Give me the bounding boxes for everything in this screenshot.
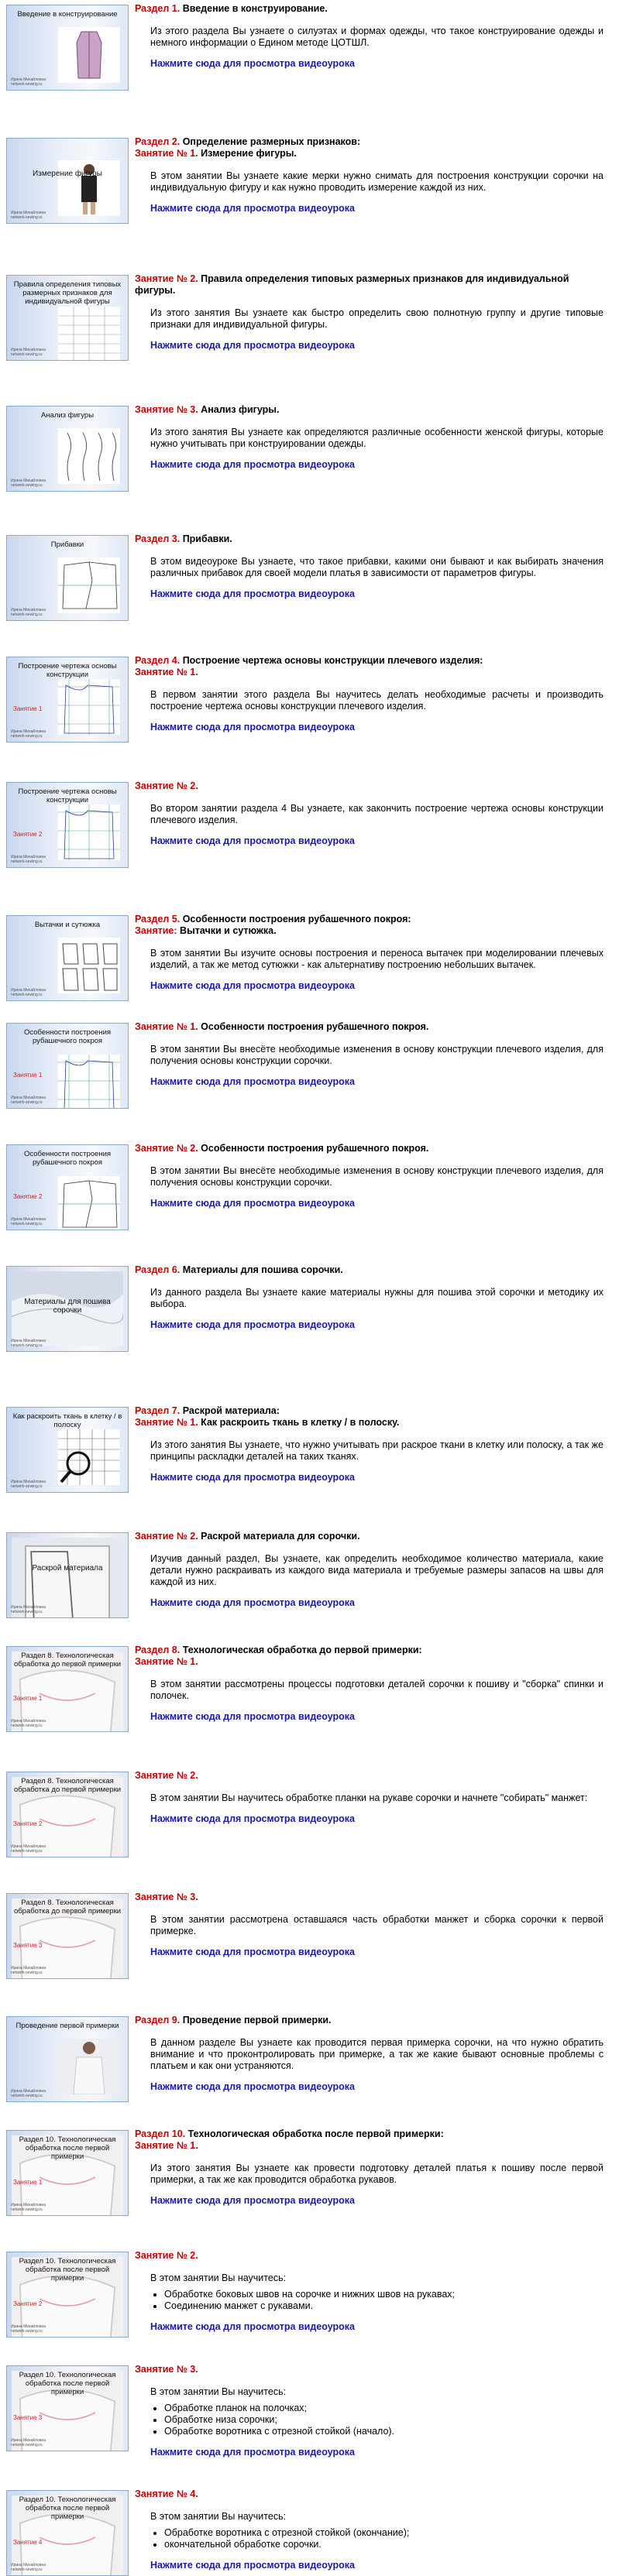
lesson-description-text: В этом видеоуроке Вы узнаете, что такое прибавки, какими они бывают и как выбирать значения различных прибавок для своей модели платья в зависимости от параметров фигуры. bbox=[150, 556, 604, 578]
lesson-title: Технологическая обработка после первой примерки: bbox=[185, 2128, 444, 2139]
thumbnail-footer: Ирина Михайловна network-sewing.ru bbox=[11, 1096, 46, 1105]
lesson-description bbox=[150, 2037, 604, 2072]
thumbnail-image bbox=[58, 804, 120, 860]
lesson-title: Особенности построения рубашечного покроя. bbox=[198, 1143, 429, 1154]
lesson-row bbox=[0, 530, 619, 621]
lesson-title: Измерение фигуры. bbox=[198, 148, 297, 159]
lesson-number: Занятие № 1. bbox=[135, 2140, 198, 2151]
lesson-heading bbox=[135, 3, 604, 15]
thumbnail-footer: Ирина Михайловна network-sewing.ru bbox=[11, 1844, 46, 1854]
thumbnail-footer: Ирина Михайловна network-sewing.ru bbox=[11, 348, 46, 357]
lesson-row bbox=[0, 0, 619, 91]
lesson-thumbnail[interactable] bbox=[6, 915, 129, 1001]
lesson-thumbnail[interactable] bbox=[6, 138, 129, 224]
lesson-thumbnail[interactable] bbox=[6, 657, 129, 743]
watch-video-link[interactable]: Нажмите сюда для просмотра видеоурока bbox=[150, 835, 355, 846]
lesson-heading bbox=[135, 1405, 604, 1417]
lesson-thumbnail[interactable] bbox=[6, 535, 129, 621]
thumbnail-footer: Ирина Михайловна network-sewing.ru bbox=[11, 2203, 46, 2212]
lesson-description-text: В этом занятии Вы научитесь: bbox=[150, 2272, 287, 2283]
lesson-heading bbox=[135, 1892, 604, 1903]
lesson-thumbnail[interactable] bbox=[6, 2252, 129, 2338]
lesson-number: Занятие № 2. bbox=[135, 273, 198, 284]
thumbnail-title: Раздел 10. Технологическая обработка после первой примерки bbox=[19, 2135, 116, 2161]
thumbnail-image bbox=[58, 679, 120, 735]
thumbnail-title: Проведение первой примерки bbox=[15, 2022, 119, 2030]
lesson-text bbox=[135, 0, 619, 70]
lesson-number: Занятие № 3. bbox=[135, 1892, 198, 1902]
lesson-description bbox=[150, 1792, 604, 1804]
watch-video-link[interactable]: Нажмите сюда для просмотра видеоурока bbox=[150, 459, 355, 470]
lesson-text bbox=[135, 1641, 619, 1723]
lesson-bullet-list bbox=[150, 2403, 604, 2437]
thumbnail-lesson-label: Занятие 1 bbox=[13, 1072, 43, 1079]
lesson-description-text: Из этого занятия Вы узнаете как провести подготовку деталей платья к пошиву после первой примерки, а так же как проводится обработка рукавов. bbox=[150, 2163, 604, 2185]
lesson-description bbox=[150, 803, 604, 826]
thumbnail-footer: Ирина Михайловна network-sewing.ru bbox=[11, 2324, 46, 2334]
watch-video-link[interactable]: Нажмите сюда для просмотра видеоурока bbox=[150, 722, 355, 732]
thumbnail-title: Раздел 8. Технологическая обработка до первой примерки bbox=[13, 1652, 122, 1669]
lesson-thumbnail[interactable] bbox=[6, 2016, 129, 2102]
lesson-title: Особенности построения рубашечного покроя. bbox=[198, 1021, 429, 1032]
lesson-number: Раздел 3. bbox=[135, 533, 181, 544]
thumbnail-lesson-label: Занятие 1 bbox=[13, 1695, 43, 1702]
lesson-row bbox=[0, 2125, 619, 2216]
lesson-text bbox=[135, 1140, 619, 1209]
thumbnail-title: Раскрой материала bbox=[32, 1564, 103, 1573]
thumbnail-footer: Ирина Михайловна network-sewing.ru bbox=[11, 1339, 46, 1348]
thumbnail-footer: Ирина Михайловна network-sewing.ru bbox=[11, 729, 46, 739]
lesson-description-text: В этом занятии рассмотрена оставшаяся часть обработки манжет и сборка сорочки к первой примерке. bbox=[150, 1914, 604, 1936]
thumbnail-title: Анализ фигуры bbox=[40, 411, 95, 420]
thumbnail-footer: Ирина Михайловна network-sewing.ru bbox=[11, 211, 46, 220]
lesson-description-text: Из этого раздела Вы узнаете о силуэтах и формах одежды, что такое конструирование одежды и немного информации о Едином методе ЦОТШЛ. bbox=[150, 26, 604, 48]
lesson-bullet: • Обработке низа сорочки; bbox=[164, 2414, 604, 2426]
lesson-description bbox=[150, 689, 604, 712]
lesson-heading bbox=[135, 2140, 604, 2152]
lesson-number: Занятие № 4. bbox=[135, 2489, 198, 2499]
watch-video-link[interactable]: Нажмите сюда для просмотра видеоурока bbox=[150, 2560, 355, 2571]
lesson-heading bbox=[135, 1264, 604, 1276]
lesson-text bbox=[135, 401, 619, 471]
thumbnail-image bbox=[58, 27, 120, 83]
thumbnail-title: Прибавки bbox=[50, 540, 84, 549]
lesson-thumbnail[interactable] bbox=[6, 1646, 129, 1732]
lesson-thumbnail[interactable] bbox=[6, 2365, 129, 2451]
thumbnail-image bbox=[58, 428, 120, 484]
thumbnail-footer: Ирина Михайловна network-sewing.ru bbox=[11, 77, 46, 87]
lesson-text bbox=[135, 133, 619, 214]
lesson-text bbox=[135, 1767, 619, 1825]
thumbnail-lesson-label: Занятие 3 bbox=[13, 2414, 43, 2421]
lesson-number: Занятие № 1. bbox=[135, 667, 198, 677]
lesson-title: Построение чертежа основы конструкции плечевого изделия: bbox=[180, 655, 483, 666]
lesson-heading bbox=[135, 404, 604, 416]
lesson-row bbox=[0, 270, 619, 361]
thumbnail-image bbox=[58, 2039, 120, 2094]
thumbnail-image bbox=[58, 1055, 120, 1103]
lesson-text bbox=[135, 2485, 619, 2571]
lesson-number: Раздел 8. bbox=[135, 1645, 181, 1655]
lesson-description bbox=[150, 1044, 604, 1067]
lesson-description bbox=[150, 2272, 604, 2312]
lesson-description bbox=[150, 1439, 604, 1463]
thumbnail-footer: Ирина Михайловна network-sewing.ru bbox=[11, 608, 46, 617]
thumbnail-title: Раздел 8. Технологическая обработка до первой примерки bbox=[13, 1899, 122, 1916]
lesson-number: Раздел 10. bbox=[135, 2128, 186, 2139]
lesson-heading bbox=[135, 2128, 604, 2140]
lesson-row bbox=[0, 2361, 619, 2458]
lesson-number: Занятие № 1. bbox=[135, 1417, 198, 1428]
lesson-number: Занятие № 2. bbox=[135, 1770, 198, 1781]
lesson-heading bbox=[135, 1645, 604, 1656]
watch-video-link[interactable]: Нажмите сюда для просмотра видеоурока bbox=[150, 1597, 355, 1608]
lesson-row bbox=[0, 1140, 619, 1230]
thumbnail-title: Правила определения типовых размерных признаков для индивидуальной фигуры bbox=[13, 280, 122, 306]
lesson-heading bbox=[135, 1531, 604, 1542]
lesson-row bbox=[0, 652, 619, 743]
lesson-heading bbox=[135, 780, 604, 792]
thumbnail-footer: Ирина Михайловна network-sewing.ru bbox=[11, 1217, 46, 1226]
lesson-number: Раздел 4. bbox=[135, 655, 181, 666]
thumbnail-image bbox=[58, 307, 120, 355]
lesson-heading bbox=[135, 273, 604, 297]
lesson-text bbox=[135, 777, 619, 847]
lesson-row bbox=[0, 911, 619, 1001]
lesson-title: Технологическая обработка до первой примерки: bbox=[180, 1645, 422, 1655]
thumbnail-footer: Ирина Михайловна network-sewing.ru bbox=[11, 478, 46, 488]
thumbnail-title: Особенности построения рубашечного покроя bbox=[23, 1028, 112, 1045]
thumbnail-title: Как раскроить ткань в клетку / в полоску bbox=[12, 1412, 122, 1429]
lesson-number: Раздел 1. bbox=[135, 3, 181, 14]
lesson-number: Раздел 2. bbox=[135, 136, 181, 147]
watch-video-link[interactable]: Нажмите сюда для просмотра видеоурока bbox=[150, 588, 355, 599]
lesson-title: Введение в конструирование. bbox=[180, 3, 328, 14]
lesson-bullet-list bbox=[150, 2527, 604, 2550]
lesson-description-text: В этом занятии Вы научитесь: bbox=[150, 2386, 287, 2397]
lesson-title: Раскрой материала для сорочки. bbox=[198, 1531, 360, 1542]
lesson-heading bbox=[135, 2015, 604, 2026]
lesson-description-text: В первом занятии этого раздела Вы научитесь делать необходимые расчеты и производить построение чертежа основы конструкции плечевого изделия. bbox=[150, 689, 604, 712]
lesson-text bbox=[135, 530, 619, 600]
lesson-text bbox=[135, 1528, 619, 1609]
thumbnail-image bbox=[12, 1538, 123, 1613]
lesson-bullet: • Обработке воротника с отрезной стойкой (окончание); bbox=[164, 2527, 604, 2539]
thumbnail-title: Раздел 10. Технологическая обработка после первой примерки bbox=[19, 2495, 116, 2521]
watch-video-link[interactable]: Нажмите сюда для просмотра видеоурока bbox=[150, 203, 355, 214]
lesson-text bbox=[135, 2125, 619, 2207]
thumbnail-title: Особенности построения рубашечного покроя bbox=[23, 1150, 112, 1167]
lesson-description-text: В данном разделе Вы узнаете как проводится первая примерка сорочки, на что нужно обратить внимание и что проконтролировать при примерке, а так же какие бывают основные проблемы с платьем и как они устраняются. bbox=[150, 2037, 604, 2071]
lesson-heading bbox=[135, 1021, 604, 1033]
lesson-text bbox=[135, 1018, 619, 1088]
lesson-description-text: Изучив данный раздел, Вы узнаете, как определить необходимое количество материала, какие детали нужно раскраивать из каждого вида материала и требуемые размеры запасов на швы для каждой из них. bbox=[150, 1553, 604, 1587]
watch-video-link[interactable]: Нажмите сюда для просмотра видеоурока bbox=[150, 1076, 355, 1087]
lesson-bullet: • Соединению манжет с рукавами. bbox=[164, 2300, 604, 2312]
lesson-description-text: Из этого занятия Вы узнаете как быстро определить свою полнотную группу и другие типовые признаки для индивидуальной фигуры. bbox=[150, 307, 604, 330]
lesson-description-text: В этом занятии Вы внесёте необходимые изменения в основу конструкции плечевого изделия, для получения основы конструкции сорочки. bbox=[150, 1165, 604, 1188]
lesson-row bbox=[0, 133, 619, 224]
lesson-description bbox=[150, 170, 604, 194]
lesson-heading bbox=[135, 2364, 604, 2375]
thumbnail-footer: Ирина Михайловна network-sewing.ru bbox=[11, 1480, 46, 1489]
lesson-heading bbox=[135, 136, 604, 148]
lesson-row bbox=[0, 2012, 619, 2102]
lesson-description-text: В этом занятии Вы изучите основы построения и переноса вытачек при моделировании плечевых изделий, а так же метод сутюжки - как альтернативу построению небольших вытачек. bbox=[150, 948, 604, 970]
lesson-row bbox=[0, 777, 619, 868]
lesson-number: Раздел 9. bbox=[135, 2015, 181, 2025]
lesson-description-text: Из этого занятия Вы узнаете как определяются различные особенности женской фигуры, которые нужно учитывать при конструировании одежды. bbox=[150, 427, 604, 449]
watch-video-link[interactable]: Нажмите сюда для просмотра видеоурока bbox=[150, 1813, 355, 1824]
thumbnail-footer: Ирина Михайловна network-sewing.ru bbox=[11, 1966, 46, 1975]
lesson-title: Определение размерных признаков: bbox=[180, 136, 361, 147]
lesson-text bbox=[135, 270, 619, 352]
thumbnail-title: Раздел 10. Технологическая обработка после первой примерки bbox=[19, 2371, 116, 2396]
lesson-heading bbox=[135, 2250, 604, 2262]
lesson-row bbox=[0, 1767, 619, 1857]
lesson-thumbnail[interactable] bbox=[6, 1893, 129, 1979]
lesson-thumbnail[interactable] bbox=[6, 1772, 129, 1857]
lesson-text bbox=[135, 1888, 619, 1958]
watch-video-link[interactable]: Нажмите сюда для просмотра видеоурока bbox=[150, 1711, 355, 1722]
lesson-heading bbox=[135, 1656, 604, 1668]
lesson-title: Прибавки. bbox=[180, 533, 232, 544]
watch-video-link[interactable]: Нажмите сюда для просмотра видеоурока bbox=[150, 58, 355, 69]
lesson-row bbox=[0, 401, 619, 492]
lesson-bullet: • Обработке планок на полочках; bbox=[164, 2403, 604, 2414]
lesson-title: Раскрой материала: bbox=[180, 1405, 280, 1416]
lesson-row bbox=[0, 1402, 619, 1493]
lesson-text bbox=[135, 1402, 619, 1484]
lesson-description-text: В этом занятии рассмотрены процессы подготовки деталей сорочки к пошиву и "сборка" спинки и полочек. bbox=[150, 1679, 604, 1701]
thumbnail-footer: Ирина Михайловна network-sewing.ru bbox=[11, 1605, 46, 1614]
lesson-heading bbox=[135, 1417, 604, 1429]
watch-video-link[interactable]: Нажмите сюда для просмотра видеоурока bbox=[150, 340, 355, 351]
lesson-thumbnail[interactable] bbox=[6, 5, 129, 91]
thumbnail-image bbox=[58, 1429, 120, 1485]
thumbnail-title: Раздел 10. Технологическая обработка после первой примерки bbox=[19, 2257, 116, 2283]
lesson-bullet: • Обработке боковых швов на сорочке и нижних швов на рукавах; bbox=[164, 2289, 604, 2300]
lesson-heading bbox=[135, 925, 604, 937]
lesson-row bbox=[0, 1261, 619, 1352]
thumbnail-lesson-label: Занятие 1 bbox=[13, 705, 43, 712]
lesson-bullet: • Обработке воротника с отрезной стойкой (начало). bbox=[164, 2426, 604, 2437]
lesson-description bbox=[150, 1679, 604, 1702]
watch-video-link[interactable]: Нажмите сюда для просмотра видеоурока bbox=[150, 2195, 355, 2206]
lesson-description-text: Из этого занятия Вы узнаете, что нужно учитывать при раскрое ткани в клетку или полоску, а так же принципы раскладки деталей на таких тканях. bbox=[150, 1439, 604, 1462]
thumbnail-title: Вытачки и сутюжка bbox=[34, 921, 101, 929]
lesson-number: Занятие № 1. bbox=[135, 148, 198, 159]
lesson-description-text: Из данного раздела Вы узнаете какие материалы нужны для пошива этой сорочки и методику их выбора. bbox=[150, 1287, 604, 1309]
lesson-heading bbox=[135, 148, 604, 159]
lesson-row bbox=[0, 1641, 619, 1732]
lesson-text bbox=[135, 911, 619, 992]
lesson-bullet-list bbox=[150, 2289, 604, 2312]
watch-video-link[interactable]: Нажмите сюда для просмотра видеоурока bbox=[150, 2447, 355, 2458]
watch-video-link[interactable]: Нажмите сюда для просмотра видеоурока bbox=[150, 2081, 355, 2092]
lesson-heading bbox=[135, 1770, 604, 1782]
thumbnail-lesson-label: Занятие 2 bbox=[13, 1193, 43, 1200]
watch-video-link[interactable]: Нажмите сюда для просмотра видеоурока bbox=[150, 980, 355, 991]
lesson-description bbox=[150, 948, 604, 971]
lesson-row bbox=[0, 1888, 619, 1979]
lesson-title: Вытачки и сутюжка. bbox=[177, 925, 277, 936]
lesson-thumbnail[interactable] bbox=[6, 2130, 129, 2216]
lesson-title: Проведение первой примерки. bbox=[180, 2015, 332, 2025]
lesson-description bbox=[150, 427, 604, 450]
lesson-thumbnail[interactable] bbox=[6, 1266, 129, 1352]
lesson-text bbox=[135, 1261, 619, 1331]
thumbnail-footer: Ирина Михайловна network-sewing.ru bbox=[11, 2089, 46, 2098]
lesson-description bbox=[150, 1553, 604, 1588]
lesson-number: Раздел 5. bbox=[135, 914, 181, 924]
thumbnail-lesson-label: Занятие 1 bbox=[13, 2179, 43, 2186]
thumbnail-footer: Ирина Михайловна network-sewing.ru bbox=[11, 988, 46, 997]
lesson-thumbnail[interactable] bbox=[6, 1407, 129, 1493]
thumbnail-title: Введение в конструирование bbox=[17, 10, 118, 19]
watch-video-link[interactable]: Нажмите сюда для просмотра видеоурока bbox=[150, 1472, 355, 1483]
watch-video-link[interactable]: Нажмите сюда для просмотра видеоурока bbox=[150, 1319, 355, 1330]
lesson-number: Занятие № 3. bbox=[135, 404, 198, 415]
lesson-number: Занятие № 2. bbox=[135, 1143, 198, 1154]
lesson-thumbnail[interactable] bbox=[6, 782, 129, 868]
lesson-title: Особенности построения рубашечного покроя: bbox=[180, 914, 411, 924]
thumbnail-image bbox=[58, 557, 120, 613]
lesson-thumbnail[interactable] bbox=[6, 1532, 129, 1618]
lesson-thumbnail[interactable] bbox=[6, 1144, 129, 1230]
watch-video-link[interactable]: Нажмите сюда для просмотра видеоурока bbox=[150, 1198, 355, 1209]
lesson-heading bbox=[135, 914, 604, 925]
lesson-description-text: В этом занятии Вы научитесь обработке планки на рукаве сорочки и начнете "собирать" манжет: bbox=[150, 1792, 588, 1803]
thumbnail-title: Материалы для пошива сорочки bbox=[24, 1298, 111, 1315]
thumbnail-image bbox=[58, 1176, 120, 1224]
lesson-description-text: В этом занятии Вы внесёте необходимые изменения в основу конструкции плечевого изделия, для получения основы конструкции сорочки. bbox=[150, 1044, 604, 1066]
lesson-title: Правила определения типовых размерных признаков для индивидуальной фигуры. bbox=[135, 273, 569, 296]
lesson-description bbox=[150, 1914, 604, 1937]
thumbnail-footer: Ирина Михайловна network-sewing.ru bbox=[11, 2563, 46, 2572]
lesson-number: Занятие № 1. bbox=[135, 1021, 198, 1032]
thumbnail-title: Измерение фигуры bbox=[33, 170, 102, 178]
thumbnail-title: Построение чертежа основы конструкции bbox=[18, 787, 117, 804]
watch-video-link[interactable]: Нажмите сюда для просмотра видеоурока bbox=[150, 2321, 355, 2332]
lesson-description bbox=[150, 1165, 604, 1189]
lesson-heading bbox=[135, 655, 604, 667]
thumbnail-image bbox=[58, 160, 120, 216]
thumbnail-lesson-label: Занятие 2 bbox=[13, 2300, 43, 2307]
lesson-description-text: В этом занятии Вы научитесь: bbox=[150, 2511, 287, 2522]
lesson-number: Занятие № 2. bbox=[135, 2250, 198, 2261]
lesson-row bbox=[0, 1528, 619, 1618]
lesson-description-text: В этом занятии Вы узнаете какие мерки нужно снимать для построения конструкции сорочки на индивидуальную фигуру и как нужно проводить измерение каждой из них. bbox=[150, 170, 604, 193]
watch-video-link[interactable]: Нажмите сюда для просмотра видеоурока bbox=[150, 1947, 355, 1957]
lesson-row bbox=[0, 2485, 619, 2576]
lesson-thumbnail[interactable] bbox=[6, 1023, 129, 1109]
lesson-number: Раздел 7. bbox=[135, 1405, 181, 1416]
lesson-description bbox=[150, 2386, 604, 2437]
lesson-row bbox=[0, 2247, 619, 2338]
lesson-number: Занятие: bbox=[135, 925, 177, 936]
lesson-description bbox=[150, 26, 604, 49]
thumbnail-title: Раздел 8. Технологическая обработка до первой примерки bbox=[13, 1777, 122, 1794]
lesson-title: Как раскроить ткань в клетку / в полоску. bbox=[198, 1417, 400, 1428]
lesson-title: Материалы для пошива сорочки. bbox=[180, 1264, 343, 1275]
lesson-heading bbox=[135, 533, 604, 545]
lesson-number: Раздел 6. bbox=[135, 1264, 181, 1275]
lesson-text bbox=[135, 2247, 619, 2333]
lesson-description bbox=[150, 2511, 604, 2550]
lesson-description bbox=[150, 1287, 604, 1310]
lesson-thumbnail[interactable] bbox=[6, 406, 129, 492]
lesson-text bbox=[135, 652, 619, 733]
lesson-description bbox=[150, 2163, 604, 2186]
lesson-heading bbox=[135, 667, 604, 678]
lesson-number: Занятие № 1. bbox=[135, 1656, 198, 1667]
thumbnail-lesson-label: Занятие 4 bbox=[13, 2539, 43, 2546]
thumbnail-image bbox=[58, 938, 120, 993]
lesson-description bbox=[150, 556, 604, 579]
thumbnail-lesson-label: Занятие 2 bbox=[13, 1820, 43, 1827]
lesson-heading bbox=[135, 1143, 604, 1154]
thumbnail-footer: Ирина Михайловна network-sewing.ru bbox=[11, 1719, 46, 1728]
lesson-thumbnail[interactable] bbox=[6, 275, 129, 361]
thumbnail-lesson-label: Занятие 3 bbox=[13, 1942, 43, 1949]
lesson-number: Занятие № 2. bbox=[135, 1531, 198, 1542]
lesson-thumbnail[interactable] bbox=[6, 2490, 129, 2576]
lesson-number: Занятие № 2. bbox=[135, 780, 198, 791]
thumbnail-title: Построение чертежа основы конструкции bbox=[18, 662, 117, 679]
thumbnail-lesson-label: Занятие 2 bbox=[13, 831, 43, 838]
thumbnail-footer: Ирина Михайловна network-sewing.ru bbox=[11, 855, 46, 864]
thumbnail-footer: Ирина Михайловна network-sewing.ru bbox=[11, 2438, 46, 2447]
lesson-row bbox=[0, 1018, 619, 1109]
lesson-title: Анализ фигуры. bbox=[198, 404, 280, 415]
lesson-text bbox=[135, 2012, 619, 2093]
lesson-description-text: Во втором занятии раздела 4 Вы узнаете, как закончить построение чертежа основы конструкции плечевого изделия. bbox=[150, 803, 604, 825]
lesson-description bbox=[150, 307, 604, 331]
lesson-number: Занятие № 3. bbox=[135, 2364, 198, 2375]
lesson-heading bbox=[135, 2489, 604, 2500]
lesson-text bbox=[135, 2361, 619, 2458]
lesson-bullet: • окончательной обработке сорочки. bbox=[164, 2539, 604, 2550]
